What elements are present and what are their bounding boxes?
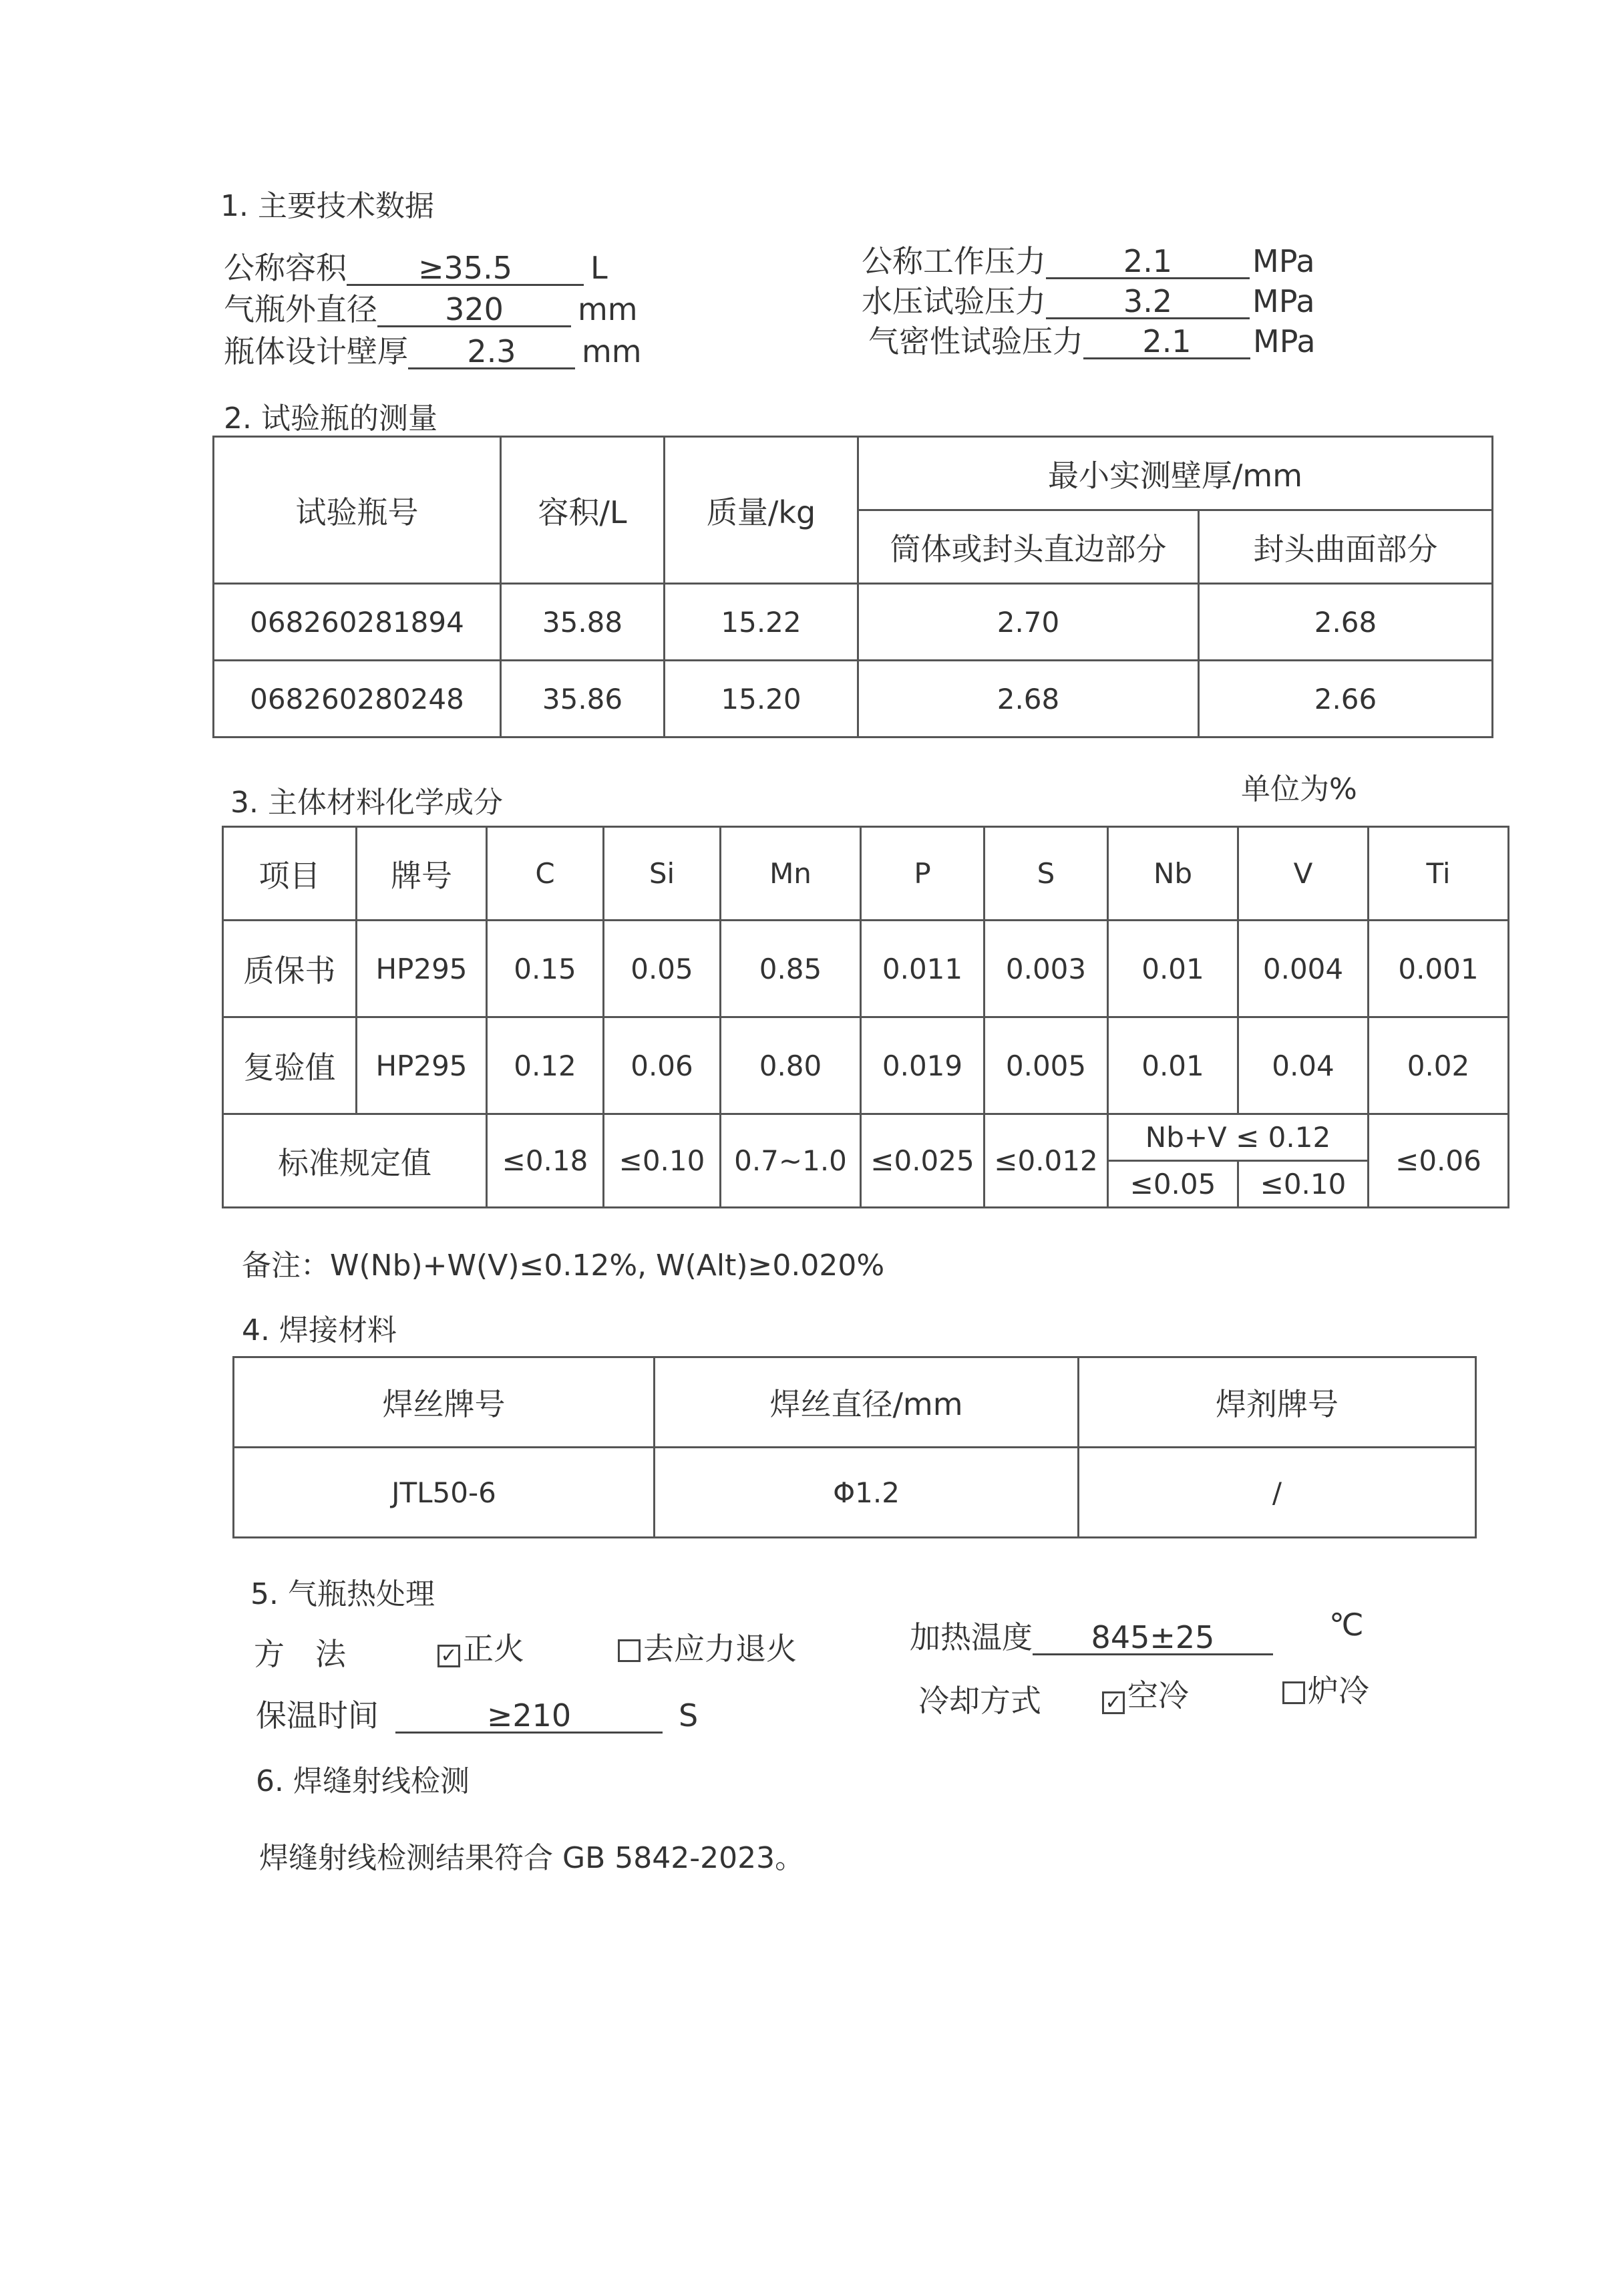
nominal-volume-value: ≥35.5 — [347, 252, 584, 286]
std-ti: ≤0.06 — [1369, 1114, 1509, 1208]
heating-temp-row — [910, 1613, 1273, 1657]
checkbox-empty-icon — [618, 1639, 641, 1662]
flux-grade: / — [1079, 1448, 1476, 1538]
option-furnace-cool-label: 炉冷 — [1308, 1673, 1369, 1709]
bottle-no: 068260280248 — [214, 661, 501, 737]
ti-value: 0.001 — [1369, 921, 1509, 1017]
header-s: S — [985, 827, 1108, 921]
holding-time-value: ≥210 — [395, 1699, 663, 1734]
working-pressure-value: 2.1 — [1046, 245, 1250, 279]
welding-material-table — [232, 1356, 1477, 1538]
hydro-pressure-label: 水压试验压力 — [862, 283, 1046, 319]
v-value: 0.004 — [1238, 921, 1369, 1017]
radiography-result: 焊缝射线检测结果符合 GB 5842-2023。 — [259, 1841, 805, 1875]
outer-diameter-row — [224, 285, 638, 329]
option-furnace-cool — [1282, 1667, 1369, 1711]
design-wall-value: 2.3 — [408, 335, 575, 369]
option-normalize-label: 正火 — [463, 1631, 524, 1667]
design-wall-unit: mm — [582, 333, 642, 369]
std-si: ≤0.10 — [604, 1114, 721, 1208]
mn-value: 0.80 — [721, 1017, 861, 1114]
head-wall: 2.68 — [1199, 584, 1493, 661]
head-wall: 2.66 — [1199, 661, 1493, 737]
option-normalize — [437, 1625, 524, 1669]
header-p: P — [861, 827, 985, 921]
header-grade: 牌号 — [357, 827, 487, 921]
cooling-label: 冷却方式 — [918, 1683, 1041, 1719]
header-min-wall: 最小实测壁厚/mm — [858, 437, 1493, 510]
header-v: V — [1238, 827, 1369, 921]
header-bottle-no: 试验瓶号 — [214, 437, 501, 584]
mass: 15.20 — [665, 661, 858, 737]
grade: HP295 — [357, 1017, 487, 1114]
header-si: Si — [604, 827, 721, 921]
header-item: 项目 — [223, 827, 357, 921]
s-value: 0.003 — [985, 921, 1108, 1017]
design-wall-label: 瓶体设计壁厚 — [224, 333, 408, 369]
method-label: 方 法 — [254, 1636, 346, 1672]
heating-temp-value: 845±25 — [1033, 1621, 1273, 1655]
header-mass: 质量/kg — [665, 437, 858, 584]
std-p: ≤0.025 — [861, 1114, 985, 1208]
table-row — [214, 661, 1493, 737]
section-4-title: 4. 焊接材料 — [242, 1313, 397, 1347]
volume: 35.86 — [501, 661, 665, 737]
c-value: 0.12 — [487, 1017, 604, 1114]
table-row — [214, 584, 1493, 661]
mn-value: 0.85 — [721, 921, 861, 1017]
std-s: ≤0.012 — [985, 1114, 1108, 1208]
cylinder-wall: 2.68 — [858, 661, 1199, 737]
std-c: ≤0.18 — [487, 1114, 604, 1208]
working-pressure-label: 公称工作压力 — [862, 243, 1046, 279]
hydro-pressure-unit: MPa — [1252, 283, 1315, 319]
section-2-title: 2. 试验瓶的测量 — [224, 401, 437, 436]
heating-temp-unit: ℃ — [1329, 1607, 1364, 1643]
grade: HP295 — [357, 921, 487, 1017]
si-value: 0.06 — [604, 1017, 721, 1114]
header-cylinder-part: 筒体或封头直边部分 — [858, 510, 1199, 584]
checkbox-checked-icon: ✓ — [1102, 1691, 1125, 1714]
composition-note: 备注：W(Nb)+W(V)≤0.12%, W(Alt)≥0.020% — [242, 1249, 885, 1283]
section-6-title: 6. 焊缝射线检测 — [256, 1764, 470, 1798]
outer-diameter-value: 320 — [377, 293, 571, 327]
hydro-pressure-value: 3.2 — [1046, 285, 1250, 319]
nb-value: 0.01 — [1108, 921, 1238, 1017]
outer-diameter-unit: mm — [578, 291, 638, 327]
si-value: 0.05 — [604, 921, 721, 1017]
nominal-volume-row — [224, 244, 608, 288]
header-nb: Nb — [1108, 827, 1238, 921]
checkbox-empty-icon — [1282, 1681, 1305, 1704]
p-value: 0.011 — [861, 921, 985, 1017]
heating-temp-label: 加热温度 — [910, 1619, 1033, 1655]
option-air-cool — [1102, 1671, 1189, 1715]
header-head-part: 封头曲面部分 — [1199, 510, 1493, 584]
std-mn: 0.7~1.0 — [721, 1114, 861, 1208]
row-label: 复验值 — [223, 1017, 357, 1114]
bottle-no: 068260281894 — [214, 584, 501, 661]
holding-time-unit: S — [679, 1697, 699, 1734]
measurement-table — [212, 436, 1493, 738]
working-pressure-unit: MPa — [1252, 243, 1315, 279]
header-wire-diameter: 焊丝直径/mm — [655, 1357, 1079, 1448]
holding-time-row — [256, 1691, 698, 1736]
nominal-volume-label: 公称容积 — [224, 250, 347, 286]
c-value: 0.15 — [487, 921, 604, 1017]
option-air-cool-label: 空冷 — [1127, 1677, 1189, 1713]
s-value: 0.005 — [985, 1017, 1108, 1114]
ti-value: 0.02 — [1369, 1017, 1509, 1114]
unit-note: 单位为% — [1241, 772, 1357, 806]
cylinder-wall: 2.70 — [858, 584, 1199, 661]
holding-time-label: 保温时间 — [256, 1697, 379, 1734]
std-nb-v-sum: Nb+V ≤ 0.12 — [1108, 1114, 1369, 1161]
nominal-volume-unit: L — [590, 250, 608, 286]
volume: 35.88 — [501, 584, 665, 661]
p-value: 0.019 — [861, 1017, 985, 1114]
header-volume: 容积/L — [501, 437, 665, 584]
section-1-title: 1. 主要技术数据 — [220, 189, 434, 223]
leak-pressure-row — [868, 317, 1316, 361]
table-row — [234, 1448, 1476, 1538]
table-row — [223, 921, 1509, 1017]
design-wall-row — [224, 327, 642, 371]
std-nb: ≤0.05 — [1108, 1161, 1238, 1208]
header-ti: Ti — [1369, 827, 1509, 921]
row-label: 质保书 — [223, 921, 357, 1017]
std-v: ≤0.10 — [1238, 1161, 1369, 1208]
chemical-composition-table — [222, 826, 1509, 1208]
wire-diameter: Φ1.2 — [655, 1448, 1079, 1538]
wire-grade: JTL50-6 — [234, 1448, 655, 1538]
v-value: 0.04 — [1238, 1017, 1369, 1114]
leak-pressure-value: 2.1 — [1083, 325, 1250, 359]
option-stress-relief — [618, 1625, 797, 1669]
checkbox-checked-icon: ✓ — [437, 1645, 460, 1667]
section-3-title: 3. 主体材料化学成分 — [230, 786, 503, 820]
header-c: C — [487, 827, 604, 921]
header-wire-grade: 焊丝牌号 — [234, 1357, 655, 1448]
leak-pressure-label: 气密性试验压力 — [868, 323, 1083, 359]
nb-value: 0.01 — [1108, 1017, 1238, 1114]
standard-label: 标准规定值 — [223, 1114, 487, 1208]
outer-diameter-label: 气瓶外直径 — [224, 291, 377, 327]
header-flux-grade: 焊剂牌号 — [1079, 1357, 1476, 1448]
working-pressure-row — [862, 237, 1315, 281]
hydro-pressure-row — [862, 277, 1315, 321]
section-5-title: 5. 气瓶热处理 — [250, 1577, 435, 1611]
header-mn: Mn — [721, 827, 861, 921]
mass: 15.22 — [665, 584, 858, 661]
option-stress-relief-label: 去应力退火 — [643, 1631, 797, 1667]
leak-pressure-unit: MPa — [1253, 323, 1316, 359]
table-row — [223, 1017, 1509, 1114]
standard-row — [223, 1114, 1509, 1161]
